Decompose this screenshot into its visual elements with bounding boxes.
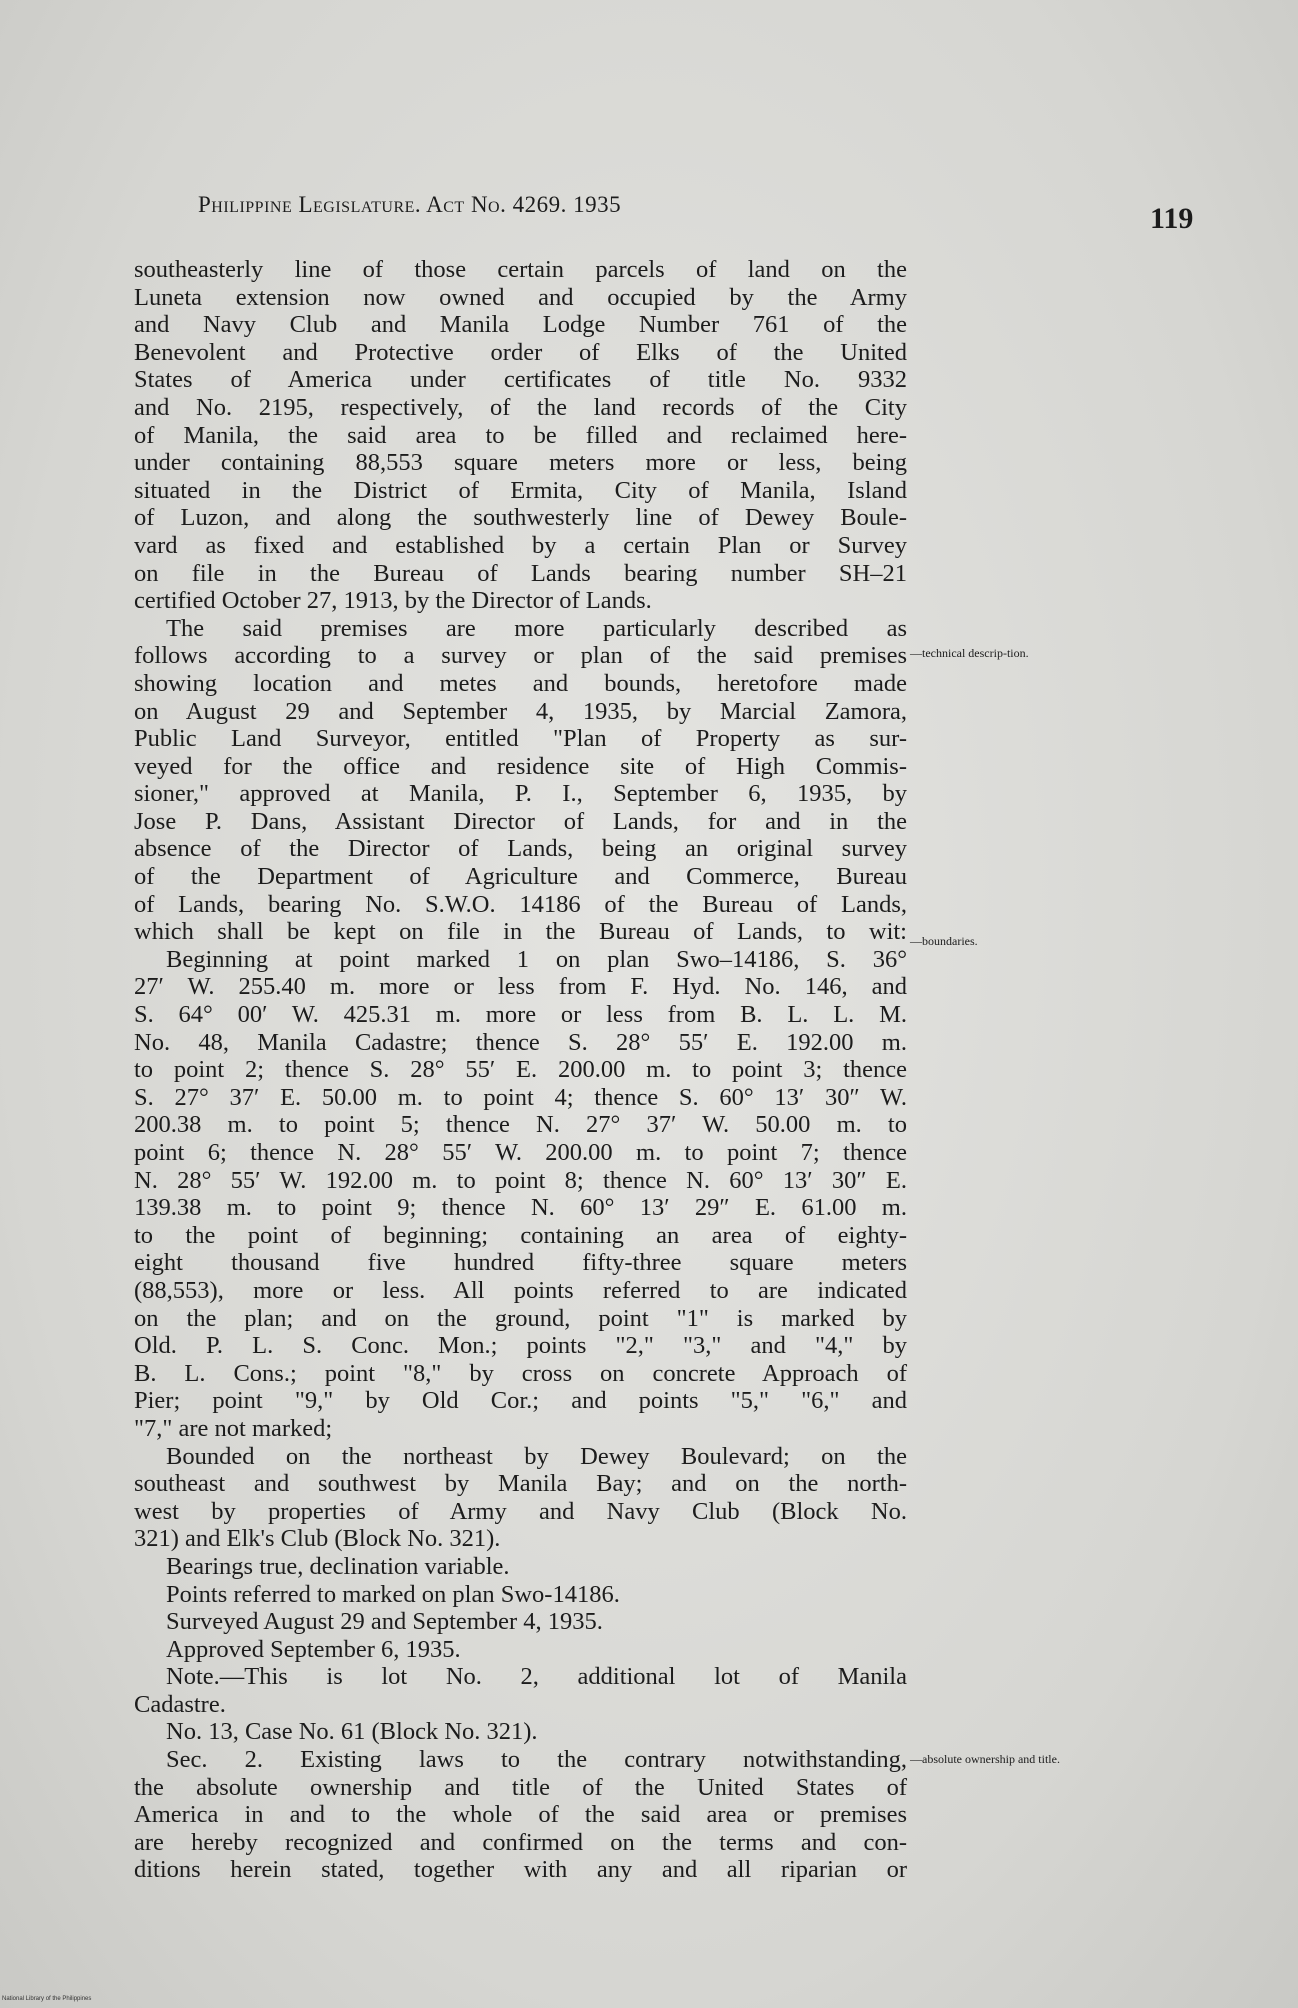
text-line: Beginning at point marked 1 on plan Swo–14186, S. 36° [166, 945, 907, 973]
text-line: Surveyed August 29 and September 4, 1935. [166, 1608, 603, 1636]
footer-credit: National Library of the Philippines [2, 1996, 92, 2002]
text-line: Cadastre. [134, 1690, 226, 1718]
text-line: point 6; thence N. 28° 55′ W. 200.00 m. to point 7; thence [134, 1139, 907, 1166]
text-line: Luneta extension now owned and occupied by the Army [134, 283, 907, 311]
text-line: showing location and metes and bounds, heretofore made [134, 669, 907, 697]
text-line: and No. 2195, respectively, of the land records of the City [134, 393, 907, 421]
text-line: on August 29 and September 4, 1935, by Marcial Zamora, [134, 697, 907, 725]
text-line: B. L. Cons.; point "8," by cross on concrete Approach of [134, 1359, 907, 1387]
text-line: Benevolent and Protective order of Elks of the United [134, 338, 907, 366]
text-line: southeast and southwest by Manila Bay; and on the north- [134, 1470, 907, 1498]
text-line: southeasterly line of those certain parcels of land on the [134, 256, 907, 283]
text-line: Old. P. L. S. Conc. Mon.; points "2," "3," and "4," by [134, 1332, 907, 1360]
body-text [134, 256, 907, 1884]
text-line: N. 28° 55′ W. 192.00 m. to point 8; thence N. 60° 13′ 30″ E. [134, 1166, 907, 1194]
text-line: the absolute ownership and title of the United States of [134, 1773, 907, 1801]
text-line: ditions herein stated, together with any and all riparian or [134, 1856, 907, 1884]
text-line: to point 2; thence S. 28° 55′ E. 200.00 m. to point 3; thence [134, 1056, 907, 1084]
text-line: Pier; point "9," by Old Cor.; and points "5," "6," and [134, 1387, 907, 1415]
running-header: Philippine Legislature. Act No. 4269. 1935 [198, 192, 622, 217]
text-line: follows according to a survey or plan of the said premises [134, 642, 907, 670]
text-line: S. 27° 37′ E. 50.00 m. to point 4; thence S. 60° 13′ 30″ W. [134, 1083, 907, 1111]
text-line: Bounded on the northeast by Dewey Boulevard; on the [166, 1442, 907, 1470]
text-line: 200.38 m. to point 5; thence N. 27° 37′ W. 50.00 m. to [134, 1111, 907, 1139]
text-line: No. 13, Case No. 61 (Block No. 321). [166, 1718, 538, 1746]
text-line: S. 64° 00′ W. 425.31 m. more or less from B. L. L. M. [134, 1001, 907, 1029]
text-line: Points referred to marked on plan Swo-14186. [166, 1580, 620, 1608]
text-line: west by properties of Army and Navy Club (Block No. [134, 1497, 907, 1525]
text-line: certified October 27, 1913, by the Director of Lands. [134, 587, 652, 615]
text-line: Note.—This is lot No. 2, additional lot of Manila [166, 1663, 907, 1691]
text-line: which shall be kept on file in the Bureau of Lands, to wit: [134, 918, 907, 946]
text-line: under containing 88,553 square meters more or less, being [134, 449, 907, 477]
text-line: veyed for the office and residence site of High Commis- [134, 752, 907, 780]
text-line: 27′ W. 255.40 m. more or less from F. Hyd. No. 146, and [134, 973, 907, 1001]
margin-note-ownership: —absolute ownership and title. [910, 1752, 1060, 1766]
text-line: and Navy Club and Manila Lodge Number 761 of the [134, 311, 907, 339]
text-line: Public Land Surveyor, entitled "Plan of Property as sur- [134, 725, 907, 753]
text-line: of Luzon, and along the southwesterly line of Dewey Boule- [134, 504, 907, 532]
text-line: situated in the District of Ermita, City of Manila, Island [134, 476, 907, 504]
text-line: States of America under certificates of title No. 9332 [134, 366, 907, 394]
text-line: eight thousand five hundred fifty-three square meters [134, 1249, 907, 1277]
text-line: to the point of beginning; containing an area of eighty- [134, 1221, 907, 1249]
text-line: 139.38 m. to point 9; thence N. 60° 13′ 29″ E. 61.00 m. [134, 1194, 907, 1222]
text-line: on file in the Bureau of Lands bearing number SH–21 [134, 559, 907, 587]
text-line: Jose P. Dans, Assistant Director of Lands, for and in the [134, 807, 907, 835]
text-line: of Manila, the said area to be filled and reclaimed here- [134, 421, 907, 449]
text-line: Bearings true, declination variable. [166, 1552, 510, 1580]
text-line: Approved September 6, 1935. [166, 1635, 461, 1663]
text-line: vard as fixed and established by a certain Plan or Survey [134, 531, 907, 559]
text-line: of Lands, bearing No. S.W.O. 14186 of the Bureau of Lands, [134, 890, 907, 918]
text-line: on the plan; and on the ground, point "1" is marked by [134, 1304, 907, 1332]
text-line: of the Department of Agriculture and Commerce, Bureau [134, 863, 907, 891]
page-number: 119 [1150, 202, 1194, 235]
margin-note-boundaries: —boundaries. [910, 934, 978, 948]
text-line: are hereby recognized and confirmed on the terms and con- [134, 1828, 907, 1856]
text-line: America in and to the whole of the said area or premises [134, 1801, 907, 1829]
text-line: Sec. 2. Existing laws to the contrary notwithstanding, [166, 1746, 907, 1774]
text-line: The said premises are more particularly described as [166, 614, 907, 642]
text-line: sioner," approved at Manila, P. I., September 6, 1935, by [134, 780, 907, 808]
margin-note-technical-description: —technical descrip-tion. [910, 646, 1029, 660]
text-line: No. 48, Manila Cadastre; thence S. 28° 55′ E. 192.00 m. [134, 1028, 907, 1056]
text-line: absence of the Director of Lands, being an original survey [134, 835, 907, 863]
text-line: "7," are not marked; [134, 1414, 333, 1442]
text-line: (88,553), more or less. All points referred to are indicated [134, 1276, 907, 1304]
text-line: 321) and Elk's Club (Block No. 321). [134, 1525, 501, 1553]
